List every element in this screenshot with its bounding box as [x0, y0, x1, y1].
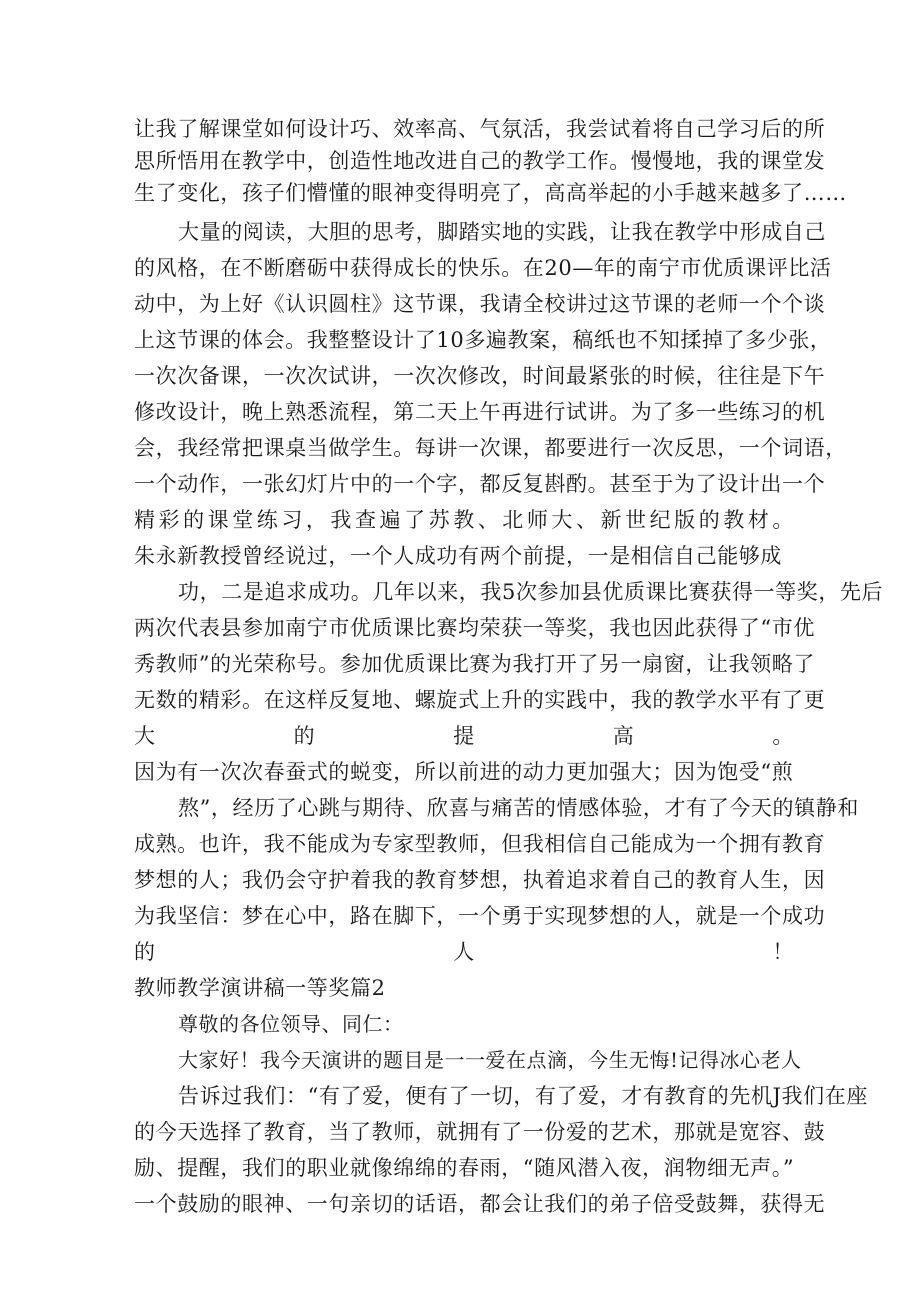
paragraph-start-line: 大量的阅读，大胆的思考，脚踏实地的实践，让我在教学中形成自己: [178, 220, 826, 244]
salutation: 大家好！我今天演讲的题目是一一爱在点滴，今生无悔!记得冰心老人: [178, 1048, 802, 1072]
text-line: 会，我经常把课桌当做学生。每讲一次课，都要进行一次反思，一个词语，: [134, 436, 847, 460]
text-line: 的今天选择了教育，当了教师，就拥有了一份爱的艺术，那就是宽容、鼓: [134, 1120, 826, 1144]
text-line: 精彩的课堂练习，我查遍了苏教、北师大、新世纪版的教材。: [134, 508, 794, 532]
text-line: 因为有一次次春蚕式的蜕变，所以前进的动力更加强大；因为饱受“煎: [134, 760, 794, 784]
paragraph-start-line: 熬”，经历了心跳与期待、欣喜与痛苦的情感体验，才有了今天的镇静和: [178, 796, 859, 820]
text-line: 思所悟用在教学中，创造性地改进自己的教学工作。慢慢地，我的课堂发: [134, 149, 826, 173]
section-heading: 尊敬的各位领导、同仁：: [178, 1012, 404, 1036]
text-line: 为我坚信：梦在心中，路在脚下，一个勇于实现梦想的人，就是一个成功: [134, 904, 826, 928]
text-line: 朱永新教授曾经说过，一个人成功有两个前提，一是相信自己能够成: [134, 544, 782, 568]
text-line: 励、提醒，我们的职业就像绵绵的春雨，“随风潜入夜，润物细无声。”: [134, 1156, 795, 1180]
text-line: 让我了解课堂如何设计巧、效率高、气氛活，我尝试着将自己学习后的所: [134, 117, 826, 141]
text-line: 动中，为上好《认识圆柱》这节课，我请全校讲过这节课的老师一个个谈: [134, 292, 826, 316]
text-line: 无数的精彩。在这样反复地、螺旋式上升的实践中，我的教学水平有了更: [134, 688, 826, 712]
text-line: 一次次备课，一次次试讲，一次次修改，时间最紧张的时候，往往是下午: [134, 364, 826, 388]
text-line: 修改设计，晚上熟悉流程，第二天上午再进行试讲。为了多一些练习的机: [134, 400, 826, 424]
text-line: 一个鼓励的眼神、一句亲切的话语，都会让我们的弟子倍受鼓舞，获得无: [134, 1192, 826, 1216]
text-line: 生了变化，孩子们懵懂的眼神变得明亮了，高高举起的小手越来越多了……: [134, 181, 847, 205]
text-line: 梦想的人；我仍会守护着我的教育梦想，执着追求着自己的教育人生，因: [134, 868, 826, 892]
paragraph-start-line: 告诉过我们：“有了爱，便有了一切，有了爱，才有教育的先机J我们在座: [178, 1084, 868, 1108]
text-line: 大的提高。: [134, 724, 794, 748]
text-line: 上这节课的体会。我整整设计了10多遍教案，稿纸也不知揉掉了多少张，: [134, 328, 832, 352]
paragraph-start-line: 功，二是追求成功。几年以来，我5次参加县优质课比赛获得一等奖，先后: [178, 580, 884, 604]
text-line: 两次代表县参加南宁市优质课比赛均荣获一等奖，我也因此获得了“市优: [134, 616, 815, 640]
text-line: 教师教学演讲稿一等奖篇2: [134, 976, 386, 1000]
text-line: 成熟。也许，我不能成为专家型教师，但我相信自己能成为一个拥有教育: [134, 832, 826, 856]
text-line: 秀教师”的光荣称号。参加优质课比赛为我打开了另一扇窗，让我领略了: [134, 652, 815, 676]
text-line: 的风格，在不断磨砺中获得成长的快乐。在20—年的南宁市优质课评比活: [134, 256, 832, 280]
text-line: 一个动作，一张幻灯片中的一个字，都反复斟酌。甚至于为了设计出一个: [134, 472, 826, 496]
text-line: 的人！: [134, 940, 794, 964]
